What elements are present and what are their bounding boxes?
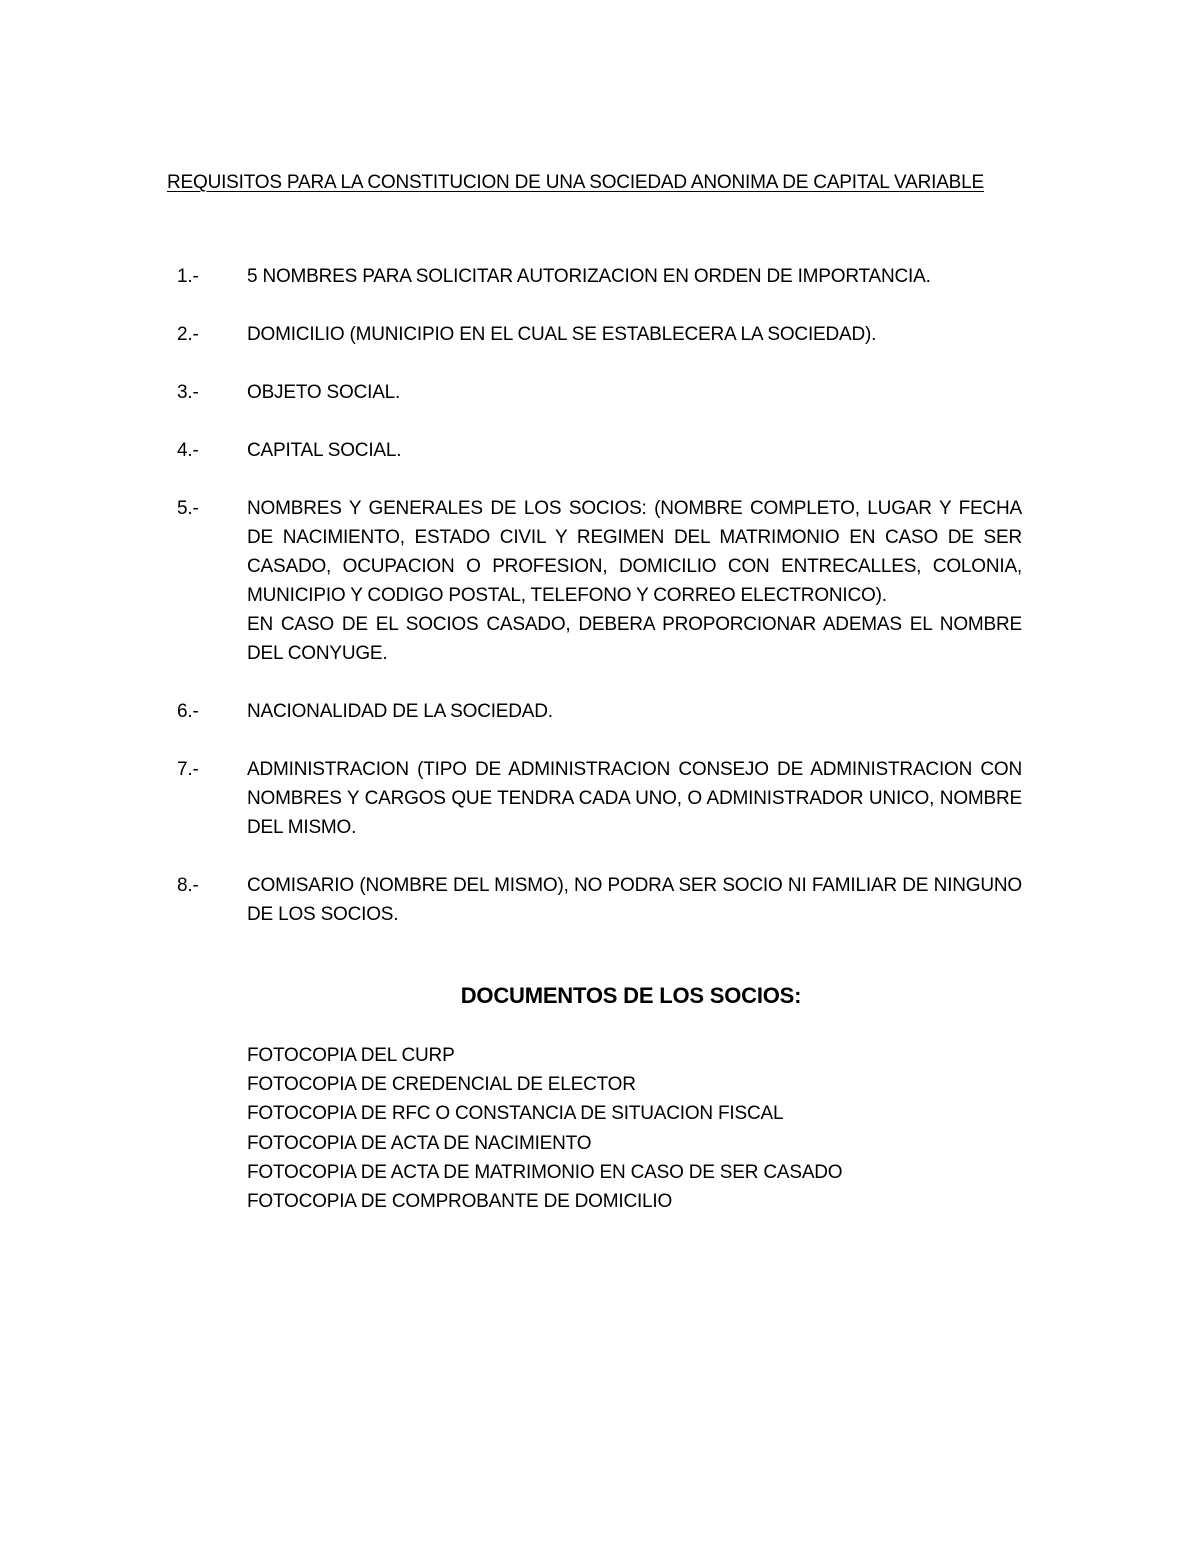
requirement-number: 6.- [177,701,199,722]
requirement-item [177,697,1022,726]
requirement-text: COMISARIO (NOMBRE DEL MISMO), NO PODRA SER SOCIO NI FAMILIAR DE NINGUNO DE LOS SOCIOS. [247,875,1022,925]
requirement-note: EN CASO DE EL SOCIOS CASADO, DEBERA PROPORCIONAR ADEMAS EL NOMBRE DEL CONYUGE. [247,614,1022,664]
document-item: FOTOCOPIA DE CREDENCIAL DE ELECTOR [247,1074,636,1096]
requirement-text: CAPITAL SOCIAL. [247,440,402,461]
document-item: FOTOCOPIA DE COMPROBANTE DE DOMICILIO [247,1191,673,1213]
document-item: FOTOCOPIA DEL CURP [247,1045,455,1066]
requirement-text: OBJETO SOCIAL. [247,382,401,403]
requirement-number: 7.- [177,759,199,780]
requirement-text: NACIONALIDAD DE LA SOCIEDAD. [247,701,553,722]
requirement-number: 5.- [177,498,199,519]
document-item: FOTOCOPIA DE ACTA DE MATRIMONIO EN CASO DE SER CASADO [247,1161,843,1183]
requirement-item [177,494,1022,668]
document-title: REQUISITOS PARA LA CONSTITUCION DE UNA SOCIEDAD ANONIMA DE CAPITAL VARIABLE [167,172,984,193]
document-item: FOTOCOPIA DE ACTA DE NACIMIENTO [247,1132,592,1154]
documents-list [247,1041,842,1216]
requirement-item [177,320,1022,349]
requirement-number: 4.- [177,440,199,461]
requirement-text: ADMINISTRACION (TIPO DE ADMINISTRACION CONSEJO DE ADMINISTRACION CON NOMBRES Y CARGOS QUE TENDRA CADA UNO, O ADMINISTRADOR UNICO, NOMBRE DEL MISMO. [247,759,1022,838]
requirement-text: NOMBRES Y GENERALES DE LOS SOCIOS: (NOMBRE COMPLETO, LUGAR Y FECHA DE NACIMIENTO, ESTADO CIVIL Y REGIMEN DEL MATRIMONIO EN CASO DE SER CASADO, OCUPACION O PROFESION, DOMICILIO CON ENTRECALLES, COLONIA, MUNICIPIO Y CODIGO POSTAL, TELEFONO Y CORREO ELECTRONICO). [247,498,1022,606]
documents-heading: DOCUMENTOS DE LOS SOCIOS: [460,983,802,1008]
requirement-item [177,262,1022,291]
requirement-number: 8.- [177,875,199,896]
requirement-item [177,436,1022,465]
requirement-item [177,755,1022,842]
requirement-item [177,378,1022,407]
document-item: FOTOCOPIA DE RFC O CONSTANCIA DE SITUACION FISCAL [247,1103,784,1125]
requirement-text: DOMICILIO (MUNICIPIO EN EL CUAL SE ESTABLECERA LA SOCIEDAD). [247,324,877,345]
requirement-number: 1.- [177,266,199,287]
requirement-number: 2.- [177,324,199,345]
requirement-text: 5 NOMBRES PARA SOLICITAR AUTORIZACION EN ORDEN DE IMPORTANCIA. [247,266,931,287]
requirement-number: 3.- [177,382,199,403]
requirement-item [177,871,1022,929]
requirements-list [177,262,1022,958]
